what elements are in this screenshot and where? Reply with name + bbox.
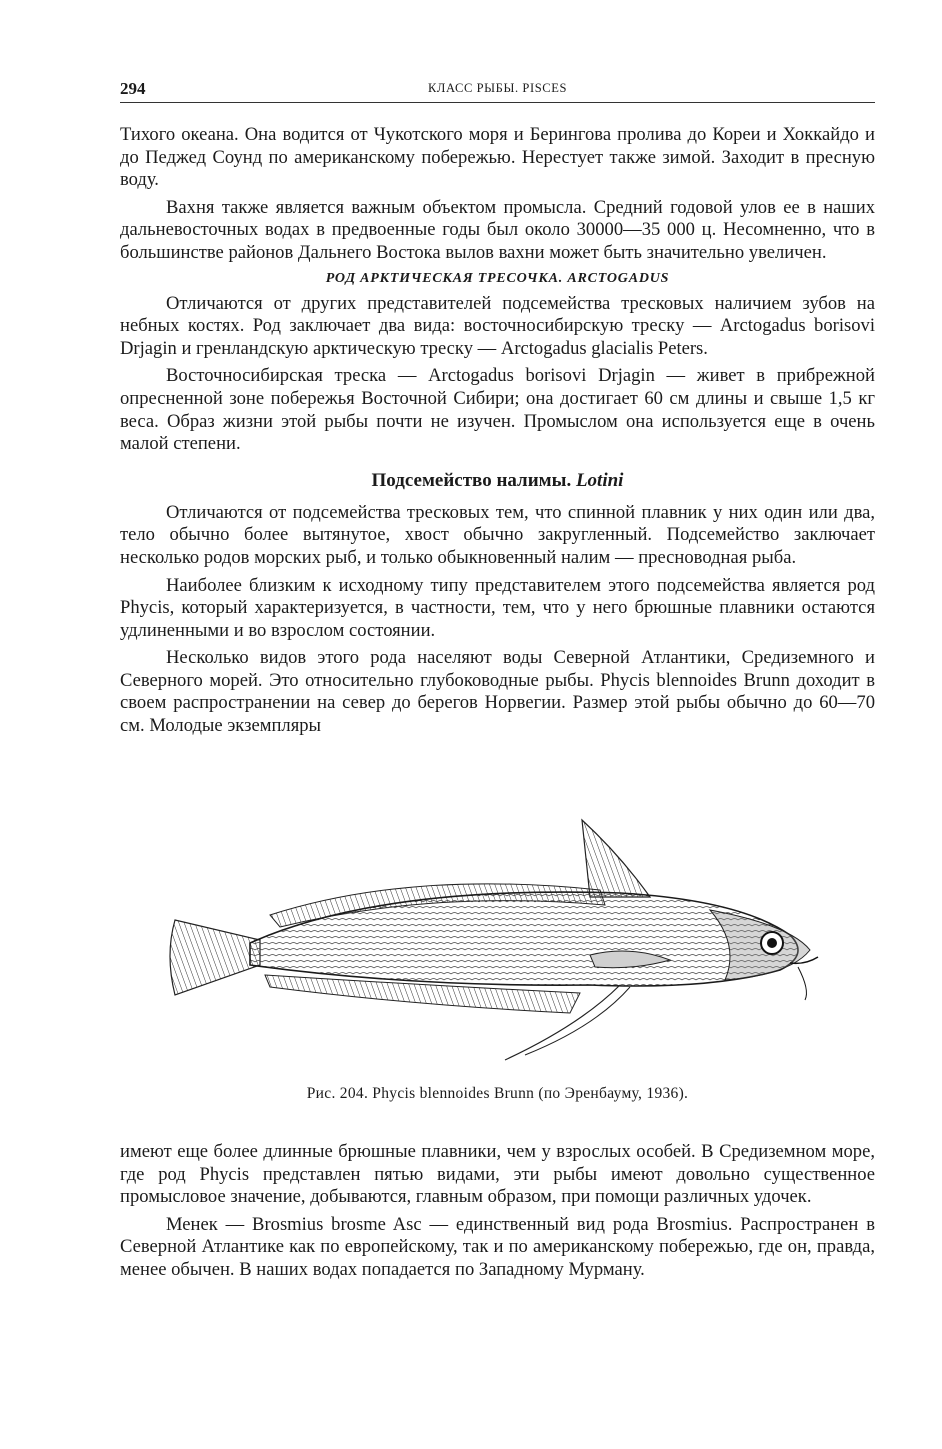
paragraph: Отличаются от подсемейства тресковых тем, что спинной плавник у них один или два, тело обычно более вытянутое, хвост обычно закругленный. Подсемейство заключает несколько родов морских рыб, и только обыкновенный налим — пресноводная рыба. [120,501,875,568]
paragraph: Тихого океана. Она водится от Чукотского моря и Берингова пролива до Кореи и Хоккайдо и до Педжед Соунд по американскому побережью. Нерестует также зимой. Заходит в пресную воду. [120,124,875,191]
subfamily-heading [120,470,875,492]
paragraph: Восточносибирская треска — Arctogadus borisovi Drjagin — живет в прибрежной опресненной зоне побережья Восточной Сибири; она достигает 60 см длины и свыше 1,5 кг веса. Образ жизни этой рыбы почти не изучен. Промыслом она используется еще в очень малой степени. [120,365,875,455]
page-number: 294 [120,79,146,98]
figure-caption: Рис. 204. Phycis blennoides Brunn (по Эренбауму, 1936). [306,1085,689,1102]
text-block-bottom [120,1141,875,1282]
header-rule [120,102,875,103]
paragraph: Наиболее близким к исходному типу представителем этого подсемейства является род Phycis, который характеризуется, в частности, тем, что у него брюшные плавники остаются удлиненными и во взрослом состоянии. [120,574,875,641]
paragraph: Вахня также является важным объектом промысла. Средний годовой улов ее в наших дальневосточных водах в предвоенные годы был около 30000—35 000 ц. Несомненно, что в большинстве районов Дальнего Востока вылов вахни может быть значительно увеличен. [120,196,875,263]
paragraph: Менек — Brosmius brosme Asc — единственный вид рода Brosmius. Распространен в Северной Атлантике как по европейскому, так и по американскому побережью, где он, правда, менее обычен. В наших водах попадается по Западному Мурману. [120,1213,875,1280]
running-head: КЛАСС РЫБЫ. PISCES [428,81,567,95]
paragraph: имеют еще более длинные брюшные плавники, чем у взрослых особей. В Средиземном море, где род Phycis представлен пятью видами, эти рыбы имеют довольно существенное промысловое значение, добываются, главным образом, при помощи различных удочек. [120,1141,875,1208]
subfamily-heading-text: Подсемейство налимы. [371,469,572,491]
text-block-top [120,124,875,738]
genus-heading: РОД АРКТИЧЕСКАЯ ТРЕСОЧКА. ARCTOGADUS [325,270,670,286]
paragraph: Несколько видов этого рода населяют воды Северной Атлантики, Средиземного и Северного морей. Это относительно глубоководные рыбы. Phycis blennoides Brunn доходит в своем распространении на север до берегов Норвегии. Размер этой рыбы обычно до 60—70 см. Молодые экземпляры [120,647,875,737]
paragraph: Отличаются от других представителей подсемейства тресковых наличием зубов на небных костях. Род заключает два вида: восточносибирскую треску — Arctogadus borisovi Drjagin и гренландскую арктическую треску — Arctogadus glacialis Peters. [120,292,875,359]
fish-figure [150,815,840,1077]
page-header [120,79,875,105]
fish-illustration-icon [150,815,840,1077]
subfamily-heading-latin: Lotini [575,469,624,491]
